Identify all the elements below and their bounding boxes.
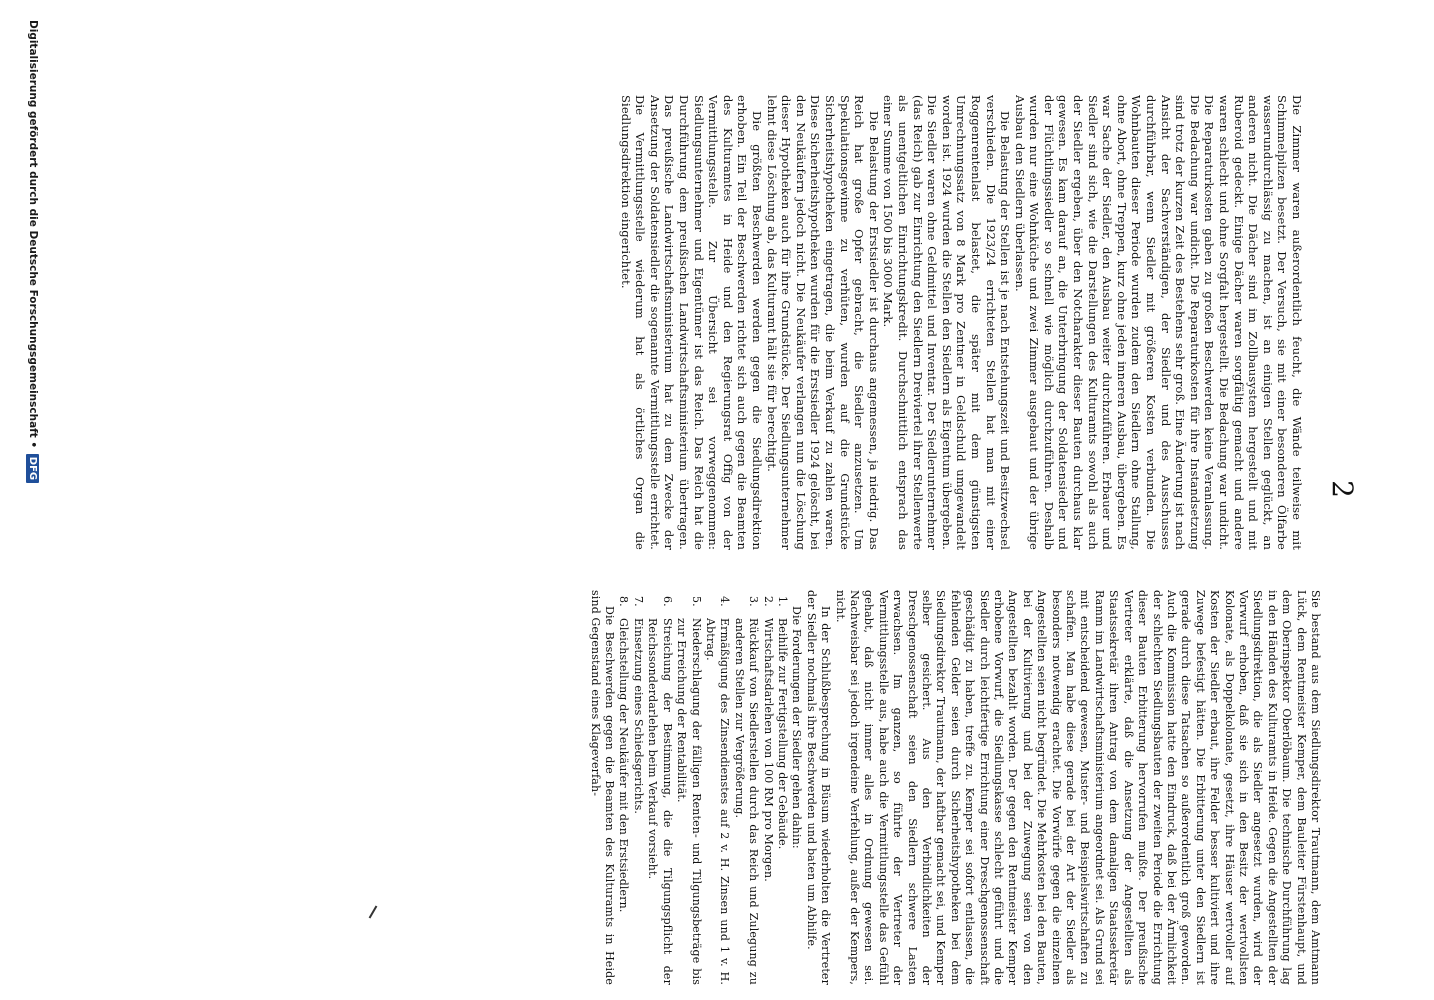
paragraph: Die Zimmer waren außerordentlich feucht, die Wände teilweise mit Schimmelpilzen besetzt. Der Versuch, sie mit einer besonderen Ölfarbe wasserundurchlässig zu machen, ist an einigen Stellen geglückt, an anderen nicht. Die Dächer sind im Zollbausystem hergestellt und mit Ruberoid gedeckt. Einige Dächer waren sorgfältig gemacht und andere waren schlecht und ohne Sorgfalt hergestellt. Die Bedachung war undicht. Die Reparaturkosten gaben zu großen Beschwerden keine Veranlassung. Die Bedachung war undicht. Die Reparaturkosten für ihre Instandsetzung sind trotz der kurzen Zeit des Bestehens sehr groß. Eine Änderung ist nach Ansicht der Sachverständigen, der Siedler und des Ausschusses durchführbar, wenn Siedler mit größeren Kosten verbunden. Die Wohnbauten dieser Periode wurden zudem den Siedlern ohne Stallung, ohne Abort, ohne Treppen, kurz ohne jeden inneren Ausbau, übergeben. Es war Sache der Siedler, den Ausbau weiter durchzuführen. Erbauer und Siedler sind sich, wie die Darstellungen des Kulturamts sowohl als auch der Siedler ergeben, über den Notcharakter dieser Bauten durchaus klar gewesen. Es kam darauf an, die Unterbringung der Soldatensiedler und der Flüchtlingssiedler so schnell wie möglich durchzuführen. Deshalb wurden nur eine Wohnküche und zwei Zimmer ausgebaut und der übrige Ausbau den Siedlern überlassen.	[1012, 95, 1304, 550]
digitization-credit	[26, 20, 39, 980]
list-item-number: 1.	[775, 596, 789, 607]
list-item-number: 2.	[761, 596, 775, 607]
list-item-number: 8.	[617, 596, 631, 607]
dfg-logo: DFG	[26, 454, 39, 483]
paragraph: Sie bestand aus dem Siedlungsdirektor Trautmann, dem Amtmann Lück, dem Rentmeister Kemper, dem Bauleiter Fürstenhaupt, und dem Oberinspektor Oberlöbaum. Die technische Durchführung lag in den Händen des Kulturamts in Heide. Gegen die Angestellten der Siedlungsdirektion, die als Siedler angesetzt wurden, wird der Vorwurf erhoben, daß sie sich in den Besitz der wertvollsten Kolonate, als Doppelkolonate, gesetzt, ihre Häuser wertvoller auf Kosten der Siedler erbaut, ihre Felder besser kultiviert und ihre Zuwege befestigt hätten. Die Erbitterung unter den Siedlern ist gerade durch diese Tatsachen so außerordentlich groß geworden. Auch die Kommission hatte den Eindruck, daß bei der Ärmlichkeit der schlechten Siedlungsbauten der zweiten Periode die Errichtung dieser Bauten Erbitterung hervorrufen mußte. Der preußische Vertreter erklärte, daß die Ansetzung der Angestellten als Staatssekretär ihren Antrag von dem damaligen Staatssekretär Ramm im Landwirtschaftsministerium angeordnet sei. Als Grund sei mit entscheidend gewesen, Muster- und Beispielswirtschaften zu schaffen. Man habe diese gerade bei der Art der Siedler als besonders notwendig erachtet. Die Vorwürfe gegen die einzelnen Angestellten seien nicht begründet. Die Mehrkosten bei den Bauten, bei der Kultivierung und bei der Zuwegung seien von den Angestellten bezahlt worden. Der gegen den Rentmeister Kemper erhobene Vorwurf, die Siedlungskasse schlecht geführt und die Siedler durch leichtfertige Errichtung einer Dreschgenossenschaft geschädigt zu haben, treffe zu. Kemper sei sofort entlassen, die fehlenden Gelder seien durch Sicherheitshypotheken bei dem Siedlungsdirektor Trautmann, der haftbar gemacht sei, und Kemper selber gesichert. Aus den Verbindlichkeiten der Dreschgenossenschaft seien den Siedlern schwere Lasten erwachsen. Im ganzen, so führte der Vertreter der Vermittlungsstelle aus, habe auch die Vermittlungsstelle das Gefühl gehabt, daß nicht immer alles in Ordnung gewesen sei. Nachweisbar sei jedoch irgendeine Verfehlung, außer der Kempers, nicht.	[833, 590, 1322, 985]
list-item	[645, 590, 674, 985]
paragraph: In der Schlußbesprechung in Büsum wiederholten die Vertreter der Siedler nochmals ihre Beschwerden und baten um Abhilfe.	[804, 590, 833, 985]
list-item-text: Beihilfe zur Fertigstellung der Gebäude.	[775, 618, 789, 850]
page-number: 2	[1326, 480, 1359, 498]
list-item	[703, 590, 732, 985]
left-column	[120, 95, 1304, 550]
list-item	[674, 590, 703, 985]
paragraph: Die größten Beschwerden werden gegen die Siedlungsdirektion erhoben. Ein Teil der Beschwerden richtet sich auch gegen die Beamten des Kulturamtes in Heide und den Regierungsrat Offig von der Vermittlungsstelle. Zur Übersicht sei vorweggenommen: Siedlungsunternehmer und Eigentümer ist das Reich. Das Reich hat die Durchführung dem preußischen Landwirtschaftsministerium übertragen. Das preußische Landwirtschaftsministerium hat zu dem Zwecke der Ansetzung der Soldatensiedler die sogenannte Vermittlungsstelle errichtet. Die Vermittlungsstelle wiederum hat als örtliches Organ die Siedlungsdirektion eingerichtet.	[618, 95, 765, 550]
list-item-text: Gleichstellung der Neukäufer mit den Erstsiedlern.	[617, 618, 631, 913]
list-item-text: Streichung der Bestimmung, die die Tilgungspflicht der Reichssonderdarlehen beim Verkauf vorsieht.	[646, 618, 674, 985]
list-item	[731, 590, 760, 985]
list-item-text: Wirtschaftsdarlehen von 100 RM pro Morgen.	[761, 618, 775, 882]
list-item-number: 7.	[631, 596, 645, 607]
paragraph: Die Beschwerden gegen die Beamten des Kulturamts in Heide sind Gegenstand eines Klageverfah-	[588, 590, 617, 985]
paragraph: Die Belastung der Erstsiedler ist durchaus angemessen, ja niedrig. Das Reich hat große Opfer gebracht, die Siedler anzusetzen. Um Spekulationsgewinne zu verhüten, wurden auf die Grundstücke Sicherheitshypotheken eingetragen, die beim Verkauf zu zahlen waren. Diese Sicherheitshypotheken wurden für die Erstsiedler 1924 gelöscht, bei den Neukäufern jedoch nicht. Die Neukäufer verlangen nun die Löschung dieser Hypotheken auch für ihre Grundstücke. Der Siedlungsunternehmer lehnt diese Löschung ab, das Kulturamt hält sie für berechtigt.	[764, 95, 881, 550]
list-item	[775, 590, 789, 985]
list-item	[616, 590, 630, 985]
right-column-text	[110, 590, 1322, 985]
paragraph: Die Forderungen der Siedler gehen dahin:	[790, 606, 804, 849]
list-item	[760, 590, 774, 985]
list-item-text: Ermäßigung des Zinsendienstes auf 2 v. H. Zinsen und 1 v. H. Abtrag.	[703, 618, 732, 985]
list-item-number: 6.	[660, 596, 674, 607]
list-item-number: 5.	[689, 596, 703, 607]
demands-list	[616, 590, 789, 985]
list-item-number: 3.	[747, 596, 761, 607]
paragraph: Die Belastung der Stellen ist je nach Entstehungszeit und Besitzwechsel verschieden. Die 1923/24 errichteten Stellen hat man mit einer Roggenrentenlast belastet, die später mit dem günstigsten Umrechnungssatz von 8 Mark pro Zentner in Geldschuld umgewandelt worden ist. 1924 wurden die Stellen den Siedlern als Eigentum übergeben. Die Siedler waren ohne Geldmittel und Inventar. Der Siedlerunternehmer (das Reich) gab zur Einrichtung den Siedlern Dreiviertel ihrer Stellenwerte als unentgeltlichen Einrichtungskredit. Durchschnittlich entsprach das einer Summe von 1500 bis 3000 Mark.	[881, 95, 1013, 550]
list-item-text: Niederschlagung der fälligen Renten- und Tilgungsbeträge bis zur Erreichung der Rentabilität.	[675, 618, 703, 985]
list-item-number: 4.	[718, 596, 732, 607]
list-item	[631, 590, 645, 985]
list-item-text: Einsetzung eines Schiedsgerichts.	[631, 618, 645, 815]
credit-text: Digitalisierung gefördert durch die Deutsche Forschungsgemeinschaft •	[27, 20, 39, 449]
list-item-text: Rückkauf von Siedlerstellen durch das Reich und Zulegung zu anderen Stellen zur Vergrößerung.	[732, 618, 761, 985]
